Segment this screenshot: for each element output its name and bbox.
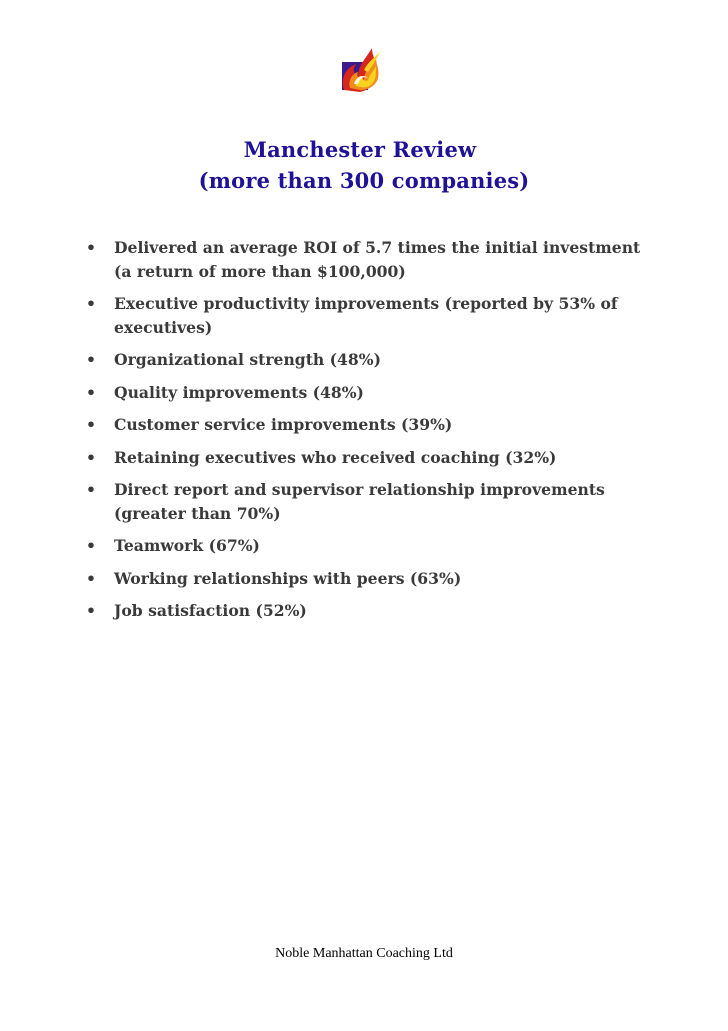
list-item <box>86 413 656 437</box>
list-item-text: Quality improvements (48%) <box>114 382 364 402</box>
list-item-text: Direct report and supervisor relationship improvements (greater than 70%) <box>114 480 605 523</box>
bullet-icon: • <box>86 480 96 499</box>
bullet-icon: • <box>86 536 96 555</box>
bullet-icon: • <box>86 415 96 434</box>
bullet-icon: • <box>86 238 96 257</box>
title-line-1: Manchester Review <box>243 137 477 162</box>
results-bullet-list <box>86 236 656 632</box>
list-item-text: Customer service improvements (39%) <box>114 415 453 434</box>
bullet-icon: • <box>86 294 96 313</box>
list-item <box>86 381 656 405</box>
list-item-text: Teamwork (67%) <box>114 536 260 555</box>
flame-logo-icon <box>338 40 388 96</box>
page-title <box>0 134 728 196</box>
bullet-icon: • <box>86 447 96 467</box>
bullet-icon: • <box>86 350 96 369</box>
list-item-text: Executive productivity improvements (reported by 53% of executives) <box>114 294 618 337</box>
list-item <box>86 599 656 623</box>
list-item <box>86 446 656 470</box>
list-item-text: Retaining executives who received coaching (32%) <box>114 447 557 467</box>
bullet-icon: • <box>86 568 96 588</box>
title-line-2: (more than 300 companies) <box>198 168 530 193</box>
list-item-text: Organizational strength (48%) <box>114 350 381 369</box>
page-footer: Noble Manhattan Coaching Ltd <box>275 946 453 961</box>
bullet-icon: • <box>86 601 96 620</box>
list-item-text: Job satisfaction (52%) <box>114 601 307 620</box>
list-item <box>86 478 656 525</box>
list-item <box>86 567 656 591</box>
list-item <box>86 292 656 339</box>
list-item <box>86 534 656 558</box>
list-item-text: Working relationships with peers (63%) <box>114 568 462 588</box>
list-item <box>86 236 656 283</box>
list-item <box>86 348 656 372</box>
bullet-icon: • <box>86 382 96 402</box>
list-item-text: Delivered an average ROI of 5.7 times the initial investment (a return of more than $100,000) <box>114 238 641 281</box>
